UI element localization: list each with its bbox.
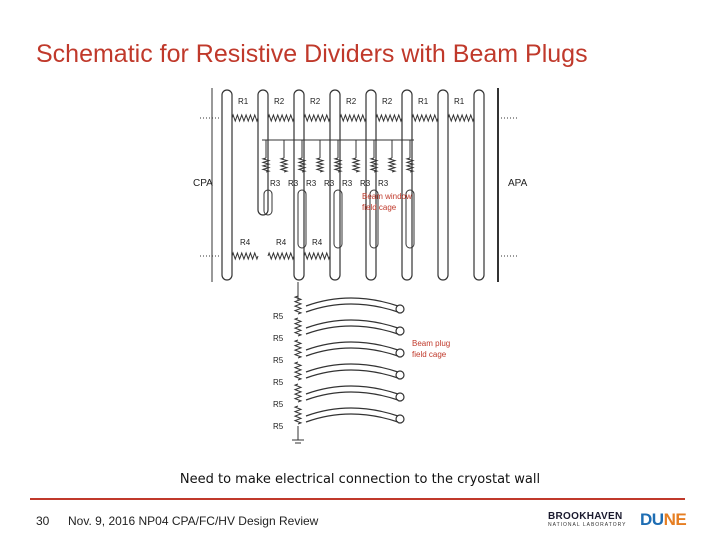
field-cage-profile [474, 90, 484, 280]
field-cage-profile [402, 90, 412, 280]
footer-rule [30, 498, 685, 500]
bottom-resistor [304, 253, 330, 259]
field-cage-profile [222, 90, 232, 280]
plug-ring-end [396, 415, 404, 423]
window-resistor [317, 158, 323, 172]
plug-ring-end [396, 305, 404, 313]
brookhaven-logo-subtext: NATIONAL LABORATORY [548, 522, 627, 528]
window-resistor-label: R3 [288, 179, 299, 188]
plug-ring [306, 298, 398, 306]
top-resistor [448, 115, 474, 121]
field-cage-profile [438, 90, 448, 280]
top-resistor-label: R2 [346, 97, 357, 106]
window-resistor-label: R3 [270, 179, 281, 188]
plug-ring-end [396, 393, 404, 401]
plug-ring [306, 364, 398, 372]
plug-ring [306, 370, 398, 378]
beam-plug-field-cage [273, 282, 404, 443]
bottom-resistor-label: R4 [276, 238, 287, 247]
top-resistor [412, 115, 438, 121]
plug-resistor-label: R5 [273, 356, 284, 365]
plug-resistor-label: R5 [273, 334, 284, 343]
plug-ring [306, 386, 398, 394]
dune-logo-part2: NE [663, 510, 687, 529]
bottom-resistor [268, 253, 294, 259]
window-resistor-label: R3 [324, 179, 335, 188]
bottom-resistor-label: R4 [312, 238, 323, 247]
dune-logo-part1: DU [640, 510, 664, 529]
plug-ring [306, 320, 398, 328]
window-resistor [281, 158, 287, 172]
window-resistor [389, 158, 395, 172]
plug-resistor [295, 362, 301, 380]
beam-window-tube [334, 190, 342, 248]
plug-ring [306, 414, 398, 422]
window-resistor-label: R3 [342, 179, 353, 188]
plug-resistor [295, 340, 301, 358]
plug-ring [306, 348, 398, 356]
top-resistor [232, 115, 258, 121]
beam-window-tube [298, 190, 306, 248]
slide-title: Schematic for Resistive Dividers with Beam Plugs [36, 40, 588, 68]
beam-window-label: Beam window [362, 192, 412, 201]
plug-resistor [295, 318, 301, 336]
plug-ring-end [396, 371, 404, 379]
plug-ring [306, 304, 398, 312]
apa-label: APA [508, 178, 528, 189]
beam-plug-label: Beam plug [412, 339, 451, 348]
slide-caption: Need to make electrical connection to the cryostat wall [179, 472, 541, 487]
top-resistor-label: R1 [238, 97, 249, 106]
plug-resistor-label: R5 [273, 422, 284, 431]
top-resistor-label: R1 [454, 97, 465, 106]
top-resistor [340, 115, 366, 121]
slide-number: 30 [36, 514, 50, 528]
cpa-label: CPA [193, 178, 213, 189]
plug-resistor [295, 384, 301, 402]
plug-ring [306, 392, 398, 400]
window-resistor [353, 158, 359, 172]
plug-resistor-label: R5 [273, 312, 284, 321]
window-resistor-label: R3 [306, 179, 317, 188]
window-resistor-label: R3 [360, 179, 371, 188]
plug-resistor [295, 406, 301, 424]
plug-resistor-label: R5 [273, 400, 284, 409]
brookhaven-logo [548, 512, 628, 529]
plug-ring [306, 408, 398, 416]
top-resistor-label: R1 [418, 97, 429, 106]
brookhaven-logo-text: BROOKHAVEN [548, 511, 623, 522]
beam-plug-label-2: field cage [412, 350, 447, 359]
plug-resistor-label: R5 [273, 378, 284, 387]
plug-ring-end [396, 349, 404, 357]
top-resistor [268, 115, 294, 121]
dune-logo [640, 510, 686, 530]
footer-text: Nov. 9, 2016 NP04 CPA/FC/HV Design Review [68, 514, 319, 528]
top-resistor-label: R2 [382, 97, 393, 106]
top-resistor [304, 115, 330, 121]
bottom-resistor [232, 253, 258, 259]
plug-ring [306, 342, 398, 350]
bottom-resistor-label: R4 [240, 238, 251, 247]
top-resistor-label: R2 [274, 97, 285, 106]
top-resistor-label: R2 [310, 97, 321, 106]
beam-window-label-2: field cage [362, 203, 397, 212]
window-resistor-label: R3 [378, 179, 389, 188]
plug-ring [306, 326, 398, 334]
top-resistor [376, 115, 402, 121]
plug-ring-end [396, 327, 404, 335]
